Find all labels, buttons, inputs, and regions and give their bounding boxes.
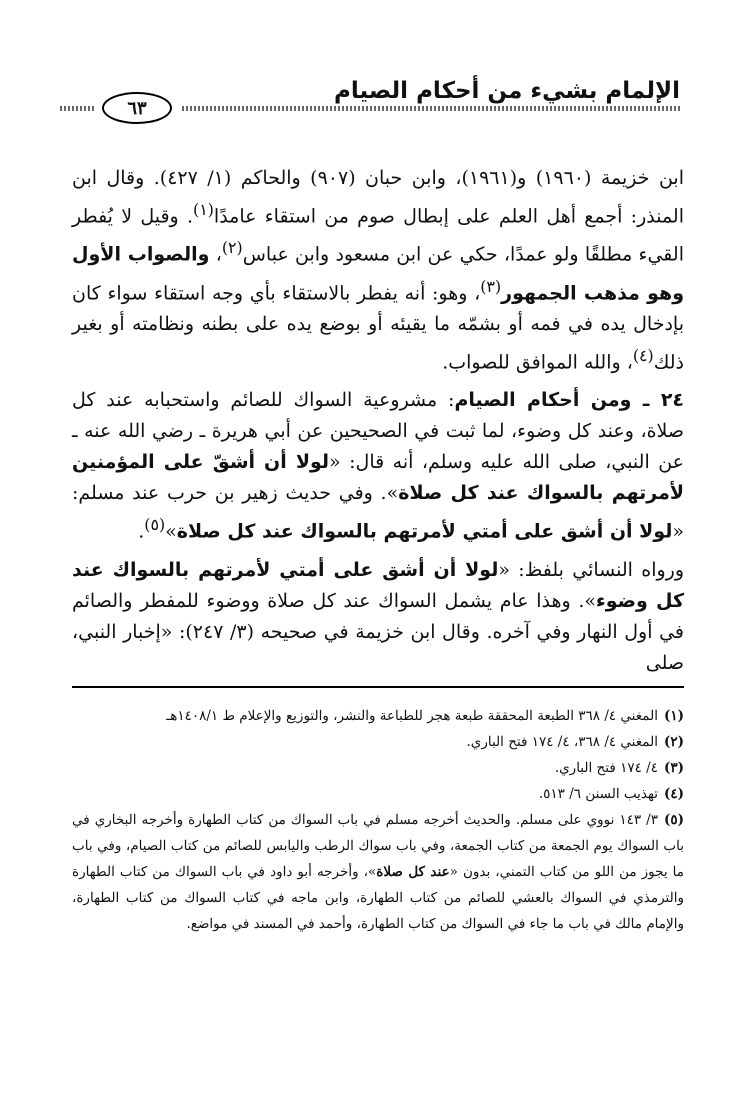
footnote-ref: (١) (193, 200, 214, 219)
paragraph-2: ٢٤ ـ ومن أحكام الصيام: مشروعية السواك للصائم واستحبابه عند كل صلاة، وعند كل وضوء، لما ثبت في الصحيحين عن أبي هريرة ـ رضي الله عنه ـ عن النبي، صلى الله عليه وسلم، أنه قال: «لولا أن أشقّ على المؤمنين لأمرتهم بالسواك عند كل صلاة». وفي حديث زهير بن حرب عند مسلم: «لولا أن أشق على أمتي لأمرتهم بالسواك عند كل صلاة»$^{(٥)}$. (72, 389, 685, 543)
hadith-quote: لولا أن أشقّ على المؤمنين لأمرتهم بالسواك عند كل صلاة (72, 451, 685, 505)
footnote-3: (٣)٤/ ١٧٤ فتح الباري. (554, 760, 684, 776)
footnote-separator (72, 686, 684, 688)
footnote-ref: (٣) (480, 276, 502, 296)
footnote-5: (٥)٣/ ١٤٣ نووي على مسلم. والحديث أخرجه مسلم في باب السواك من كتاب الطهارة وأخرجه البخاري في باب السواك يوم الجمعة من كتاب الجمعة، وفي باب سواك الرطب واليابس للصائم من كتاب الصيام، وفي باب ما يجوز من اللو من كتاب التمني، بدون «عند كل صلاة»، وأخرجه أبو داود في باب السواك من كتاب الطهارة والترمذي في السواك بالعشي للصائم من كتاب الطهارة، وابن ماجه في كتاب السواك من كتاب الطهارة، والإمام مالك في باب ما جاء في السواك من كتاب الطهارة، وأحمد في المسند في مواضع. (72, 812, 685, 932)
footnote-2: (٢)المغني ٤/ ٣٦٨، ٤/ ١٧٤ فتح الباري. (466, 734, 684, 750)
running-title: الإلمام بشيء من أحكام الصيام (334, 78, 680, 104)
bold-phrase: والصواب الأول وهو مذهب الجمهور (72, 243, 685, 304)
hadith-quote: لولا أن أشق على أمتي لأمرتهم بالسواك عند كل وضوء (72, 558, 684, 612)
footnote-4: (٤)تهذيب السنن ٦/ ٥١٣. (538, 786, 684, 802)
header-rule-left (60, 106, 96, 111)
page-number: ٦٣ (102, 92, 172, 124)
section-heading: ٢٤ ـ ومن أحكام الصيام (454, 389, 685, 412)
header-rule-right (182, 106, 680, 111)
hadith-quote: لولا أن أشق على أمتي لأمرتهم بالسواك عند كل صلاة (176, 520, 673, 543)
footnote-ref: (٢) (221, 238, 243, 258)
paragraph-1: ابن خزيمة (١٩٦٠) و(١٩٦١)، وابن حبان (٩٠٧) والحاكم (١/ ٤٢٧). وقال ابن المنذر: أجمع أهل العلم على إبطال صوم من استقاء عامدًا$^{(١)}$. وقيل لا يُفطر القيء مطلقًا ولو عمدًا، حكي عن ابن مسعود وابن عباس$^{(٢)}$، والصواب الأول وهو مذهب الجمهور$^{(٣)}$، وهو: أنه يفطر بالاستقاء بأي وجه استقاء سواء كان بإدخال يده في فمه أو بشمّه ما يقيئه أو بوضع يده على بطنه ونظامته أو بغير ذلك$^{(٤)}$، والله الموافق للصواب. (72, 167, 685, 374)
footnotes (72, 703, 684, 937)
page-header (60, 78, 680, 118)
paragraph-3: ورواه النسائي بلفظ: «لولا أن أشق على أمتي لأمرتهم بالسواك عند كل وضوء». وهذا عام يشمل السواك عند كل صلاة ووضوء للمفطر والصائم في أول النهار وفي آخره. وقال ابن خزيمة في صحيحه (٣/ ٢٤٧): «إخبار النبي، صلى (72, 558, 685, 674)
footnote-1: (١)المغني ٤/ ٣٦٨ الطبعة المحققة طبعة هجر للطباعة والنشر، والتوزيع والإعلام ط ١٤٠٨/١هـ (166, 708, 684, 724)
main-text (72, 163, 684, 686)
footnote-ref: (٥) (144, 515, 166, 535)
footnote-ref: (٤) (632, 345, 654, 365)
